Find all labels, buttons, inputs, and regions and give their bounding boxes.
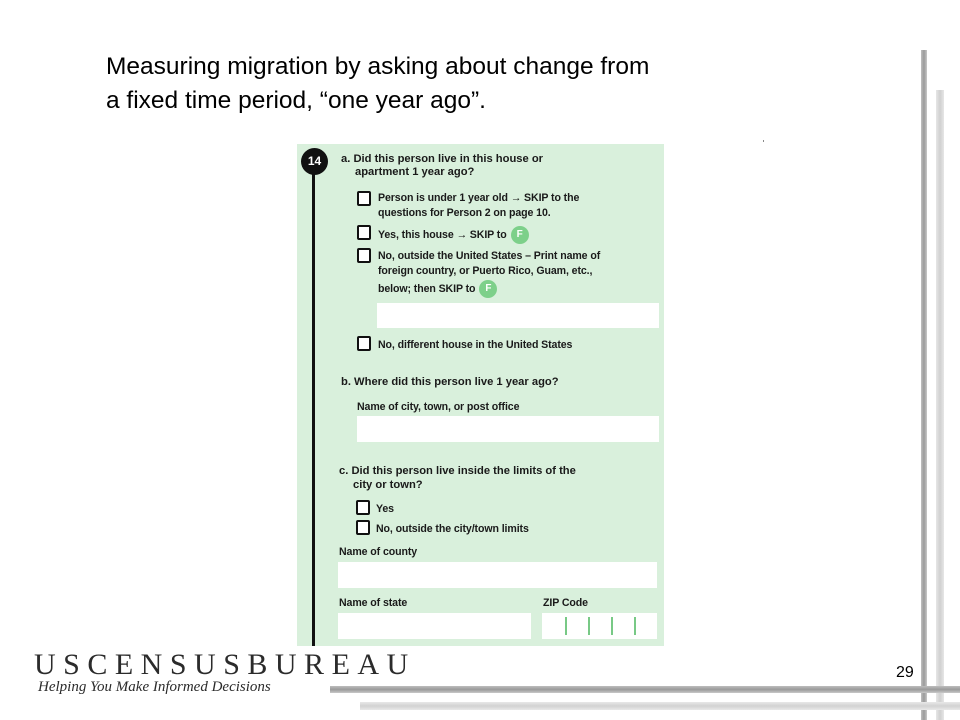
option-yes-inside-limits: Yes [376,503,394,515]
checkbox-outside-us[interactable] [357,248,371,263]
zip-digit-separator [565,617,567,635]
option-under-1-year-line-2: questions for Person 2 on page 10. [378,207,551,219]
option-outside-us-line-1: No, outside the United States – Print name of [378,250,601,262]
checkbox-under-1-year[interactable] [357,191,371,206]
question-rule [312,174,315,646]
decorative-vertical-bar-light [936,90,944,720]
checkbox-different-house-us[interactable] [357,336,371,351]
state-field[interactable] [338,613,531,639]
question-c-line-1: c. Did this person live inside the limits of the [339,465,576,477]
skip-f-badge: F [479,280,497,298]
zip-field[interactable] [542,613,657,639]
decorative-vertical-bar [921,50,927,720]
page-number: 29 [896,664,914,681]
checkbox-yes-this-house[interactable] [357,225,371,240]
option-under-1-year-line-1: Person is under 1 year old → SKIP to the [378,192,580,204]
checkbox-yes-inside-limits[interactable] [356,500,370,515]
question-a-line-2: apartment 1 year ago? [355,166,475,178]
county-label: Name of county [339,546,418,558]
question-a-line-1: a. Did this person live in this house or [341,153,544,165]
logo-tagline: Helping You Make Informed Decisions [38,679,271,695]
slide-title [106,50,866,118]
option-yes-this-house [378,226,529,244]
skip-f-badge: F [511,226,529,244]
decorative-horizontal-bar-light [360,702,960,710]
county-field[interactable] [338,562,657,588]
zip-digit-separator [611,617,613,635]
slide-title-line-2: a fixed time period, “one year ago”. [106,87,486,114]
option-outside-us-line-3-text: below; then SKIP to [378,282,476,295]
option-yes-this-house-text: Yes, this house → SKIP to [378,228,507,241]
question-c-line-2: city or town? [353,479,423,491]
option-outside-limits: No, outside the city/town limits [376,523,529,535]
option-outside-us-line-2: foreign country, or Puerto Rico, Guam, etc., [378,265,593,277]
census-bureau-logo: USCENSUSBUREAU [34,648,416,681]
zip-digit-separator [588,617,590,635]
city-label: Name of city, town, or post office [357,401,520,413]
foreign-country-field[interactable] [377,303,659,328]
zip-label: ZIP Code [543,597,588,609]
city-field[interactable] [357,416,659,442]
option-outside-us-line-3 [378,280,497,298]
state-label: Name of state [339,597,408,609]
checkbox-outside-limits[interactable] [356,520,370,535]
decorative-horizontal-bar [330,686,960,693]
option-different-house-us: No, different house in the United States [378,339,573,351]
slide-title-line-1: Measuring migration by asking about change from [106,53,650,80]
question-number-badge: 14 [301,148,328,175]
stray-mark [763,140,764,142]
census-form-question-14 [297,144,664,646]
question-b: b. Where did this person live 1 year ago? [341,376,559,388]
zip-digit-separator [634,617,636,635]
